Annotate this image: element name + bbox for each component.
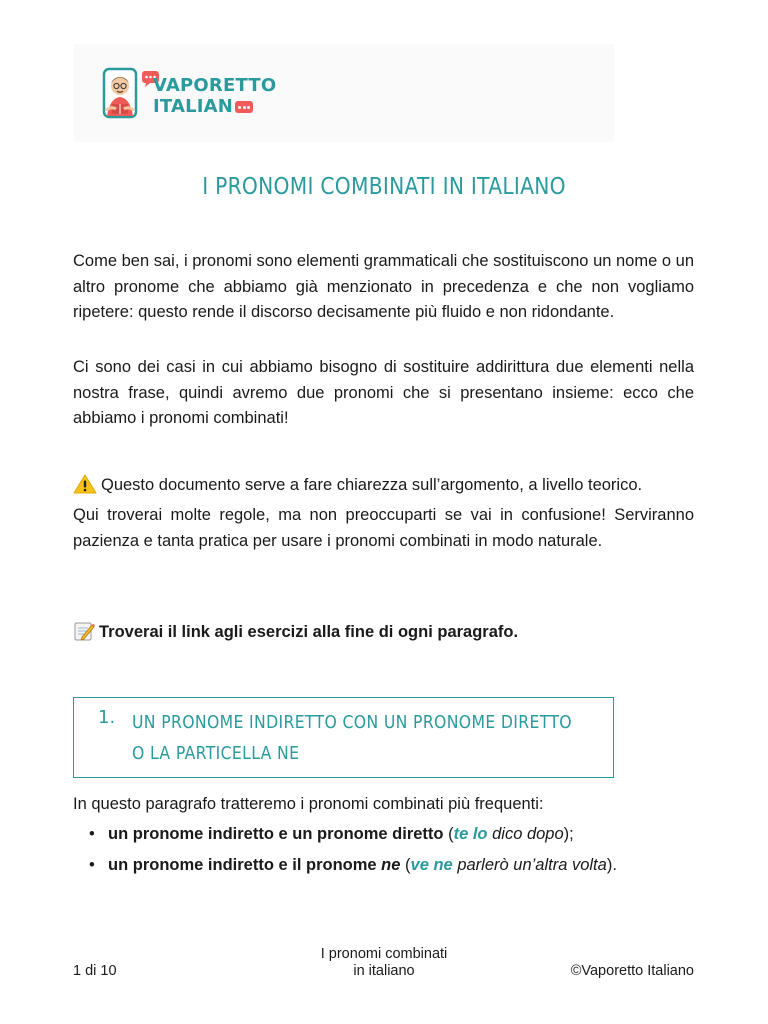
section-number: 1. (98, 707, 116, 728)
example-text: parlerò un’altra volta (452, 855, 607, 874)
bullet-icon: • (89, 825, 95, 843)
section-title-line2: O LA PARTICELLA NE (132, 743, 300, 764)
section-title (132, 707, 572, 769)
warning-text: Questo documento serve a fare chiarezza sull’argomento, a livello teorico. (101, 476, 643, 494)
warning-icon (73, 474, 97, 494)
page-number: 1 di 10 (73, 963, 117, 979)
section-heading-box (73, 697, 614, 778)
memo-icon (73, 620, 95, 642)
list-item: • un pronome indiretto e il pronome ne (ve ne parlerò un’altra volta). (73, 853, 694, 879)
example-highlight: te lo (453, 825, 488, 843)
bullet-bold: un pronome indiretto e il pronome (108, 855, 382, 874)
footer-title: I pronomi combinati in italiano (320, 946, 448, 979)
list-item: • un pronome indiretto e un pronome diretto (te lo dico dopo); (73, 822, 694, 848)
bullet-icon: • (89, 855, 95, 874)
paragraph-warning (73, 473, 694, 499)
example-text: dico dopo (487, 825, 564, 843)
copyright: ©Vaporetto Italiano (570, 963, 694, 979)
example-highlight: ve ne (410, 855, 453, 874)
logo-text-line1: VAPORETTO (153, 75, 277, 96)
paragraph-exercises-note (73, 620, 694, 646)
section-title-line1: UN PRONOME INDIRETTO CON UN PRONOME DIRETTO (132, 712, 572, 733)
paragraph-intro: Come ben sai, i pronomi sono elementi grammaticali che sostituiscono un nome o un altro pronome che abbiamo già menzionato in precedenza e che non vogliamo ripetere: questo rende il discorso decisamente più fluido e non ridondante. (73, 252, 694, 321)
document-title: I PRONOMI COMBINATI IN ITALIANO (202, 174, 566, 200)
bullet-bold: un pronome indiretto e un pronome diretto (108, 825, 444, 843)
bullet-list (73, 822, 694, 883)
paragraph-rules: Qui troverai molte regole, ma non preoccuparti se vai in confusione! Serviranno pazienza e tanta pratica per usare i pronomi combinati in modo naturale. (73, 506, 694, 550)
speech-dots-icon (235, 101, 253, 113)
section-intro: In questo paragrafo tratteremo i pronomi combinati più frequenti: (73, 795, 544, 813)
exercises-note-text: Troverai il link agli esercizi alla fine di ogni paragrafo. (99, 623, 519, 641)
paragraph-combined: Ci sono dei casi in cui abbiamo bisogno di sostituire addirittura due elementi nella nostra frase, quindi avremo due pronomi che si presentano insieme: ecco che abbiamo i pronomi combinati! (73, 358, 694, 427)
logo-mascot-icon (102, 66, 160, 122)
bullet-bold-italic: ne (381, 855, 401, 874)
logo-text-line2: ITALIAN (153, 96, 253, 117)
logo (102, 66, 277, 126)
